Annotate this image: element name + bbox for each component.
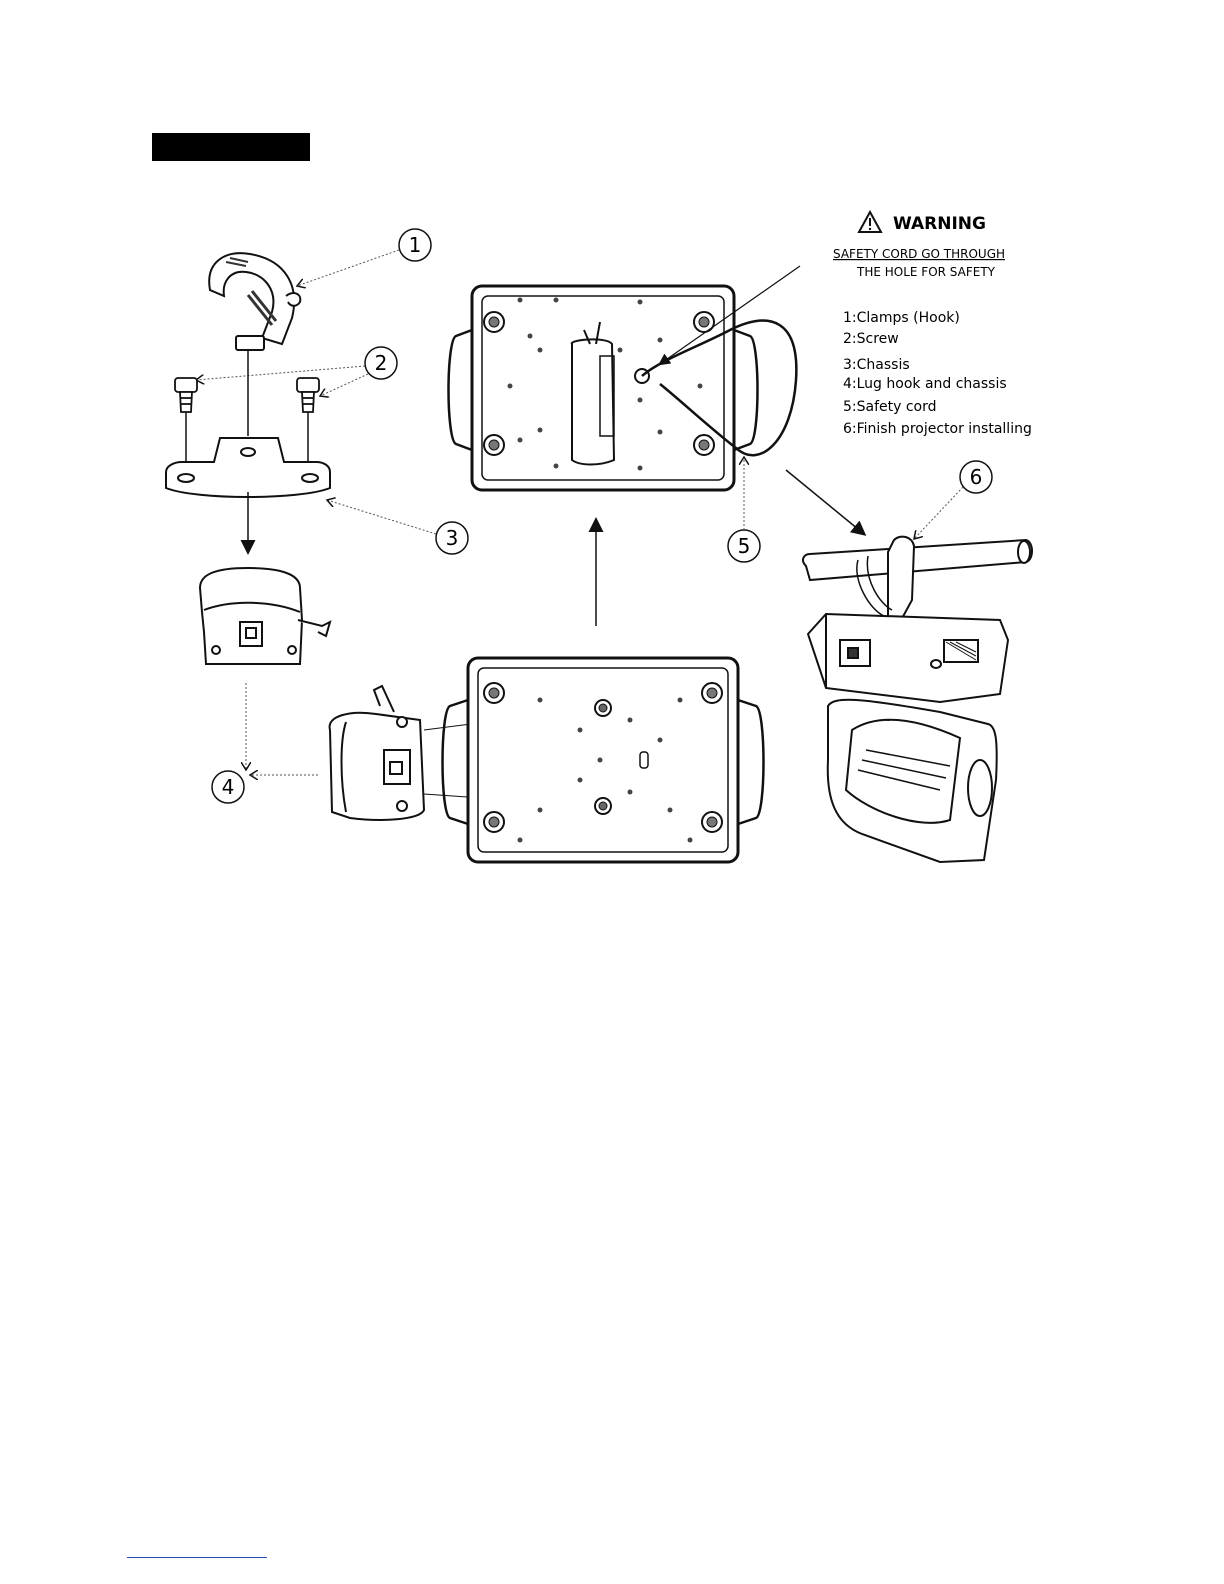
- callout-3: [327, 500, 468, 554]
- legend-item-screw: 2:Screw: [843, 331, 899, 347]
- arrow-to-finished-install: [786, 470, 864, 534]
- legend-item-chassis: 3:Chassis: [843, 357, 910, 373]
- legend-item-safety-cord: 5:Safety cord: [843, 399, 937, 415]
- callout-1: [297, 229, 431, 286]
- svg-text:4: 4: [221, 775, 235, 799]
- svg-text:6: 6: [969, 465, 983, 489]
- warning-line-1: SAFETY CORD GO THROUGH: [833, 247, 1006, 261]
- legend: [843, 310, 1032, 437]
- svg-text:3: 3: [445, 526, 459, 550]
- svg-text:5: 5: [737, 534, 751, 558]
- warning-title: WARNING: [893, 214, 986, 234]
- chassis-bracket-illustration: [166, 438, 330, 497]
- finished-projector-illustration: [803, 537, 1032, 862]
- chassis-plate-bottom-illustration: [443, 658, 764, 862]
- screw-left-illustration: [175, 378, 197, 462]
- legend-item-clamps: 1:Clamps (Hook): [843, 310, 960, 326]
- callout-6: [914, 461, 992, 539]
- svg-text:2: 2: [374, 351, 388, 375]
- screw-right-illustration: [297, 378, 319, 462]
- svg-text:1: 1: [408, 233, 422, 257]
- warning-triangle-icon: [859, 212, 881, 232]
- legend-item-lug-hook: 4:Lug hook and chassis: [843, 376, 1007, 392]
- footer-link-underline: [127, 1557, 267, 1558]
- clamp-hook-illustration: [209, 253, 300, 436]
- chassis-plate-top-illustration: [449, 266, 801, 490]
- warning-line-2: THE HOLE FOR SAFETY: [857, 265, 995, 279]
- callout-4: [212, 683, 318, 803]
- lug-hook-assembled-illustration: [200, 568, 330, 664]
- warning-block: [833, 212, 1005, 279]
- legend-item-finish: 6:Finish projector installing: [843, 421, 1032, 437]
